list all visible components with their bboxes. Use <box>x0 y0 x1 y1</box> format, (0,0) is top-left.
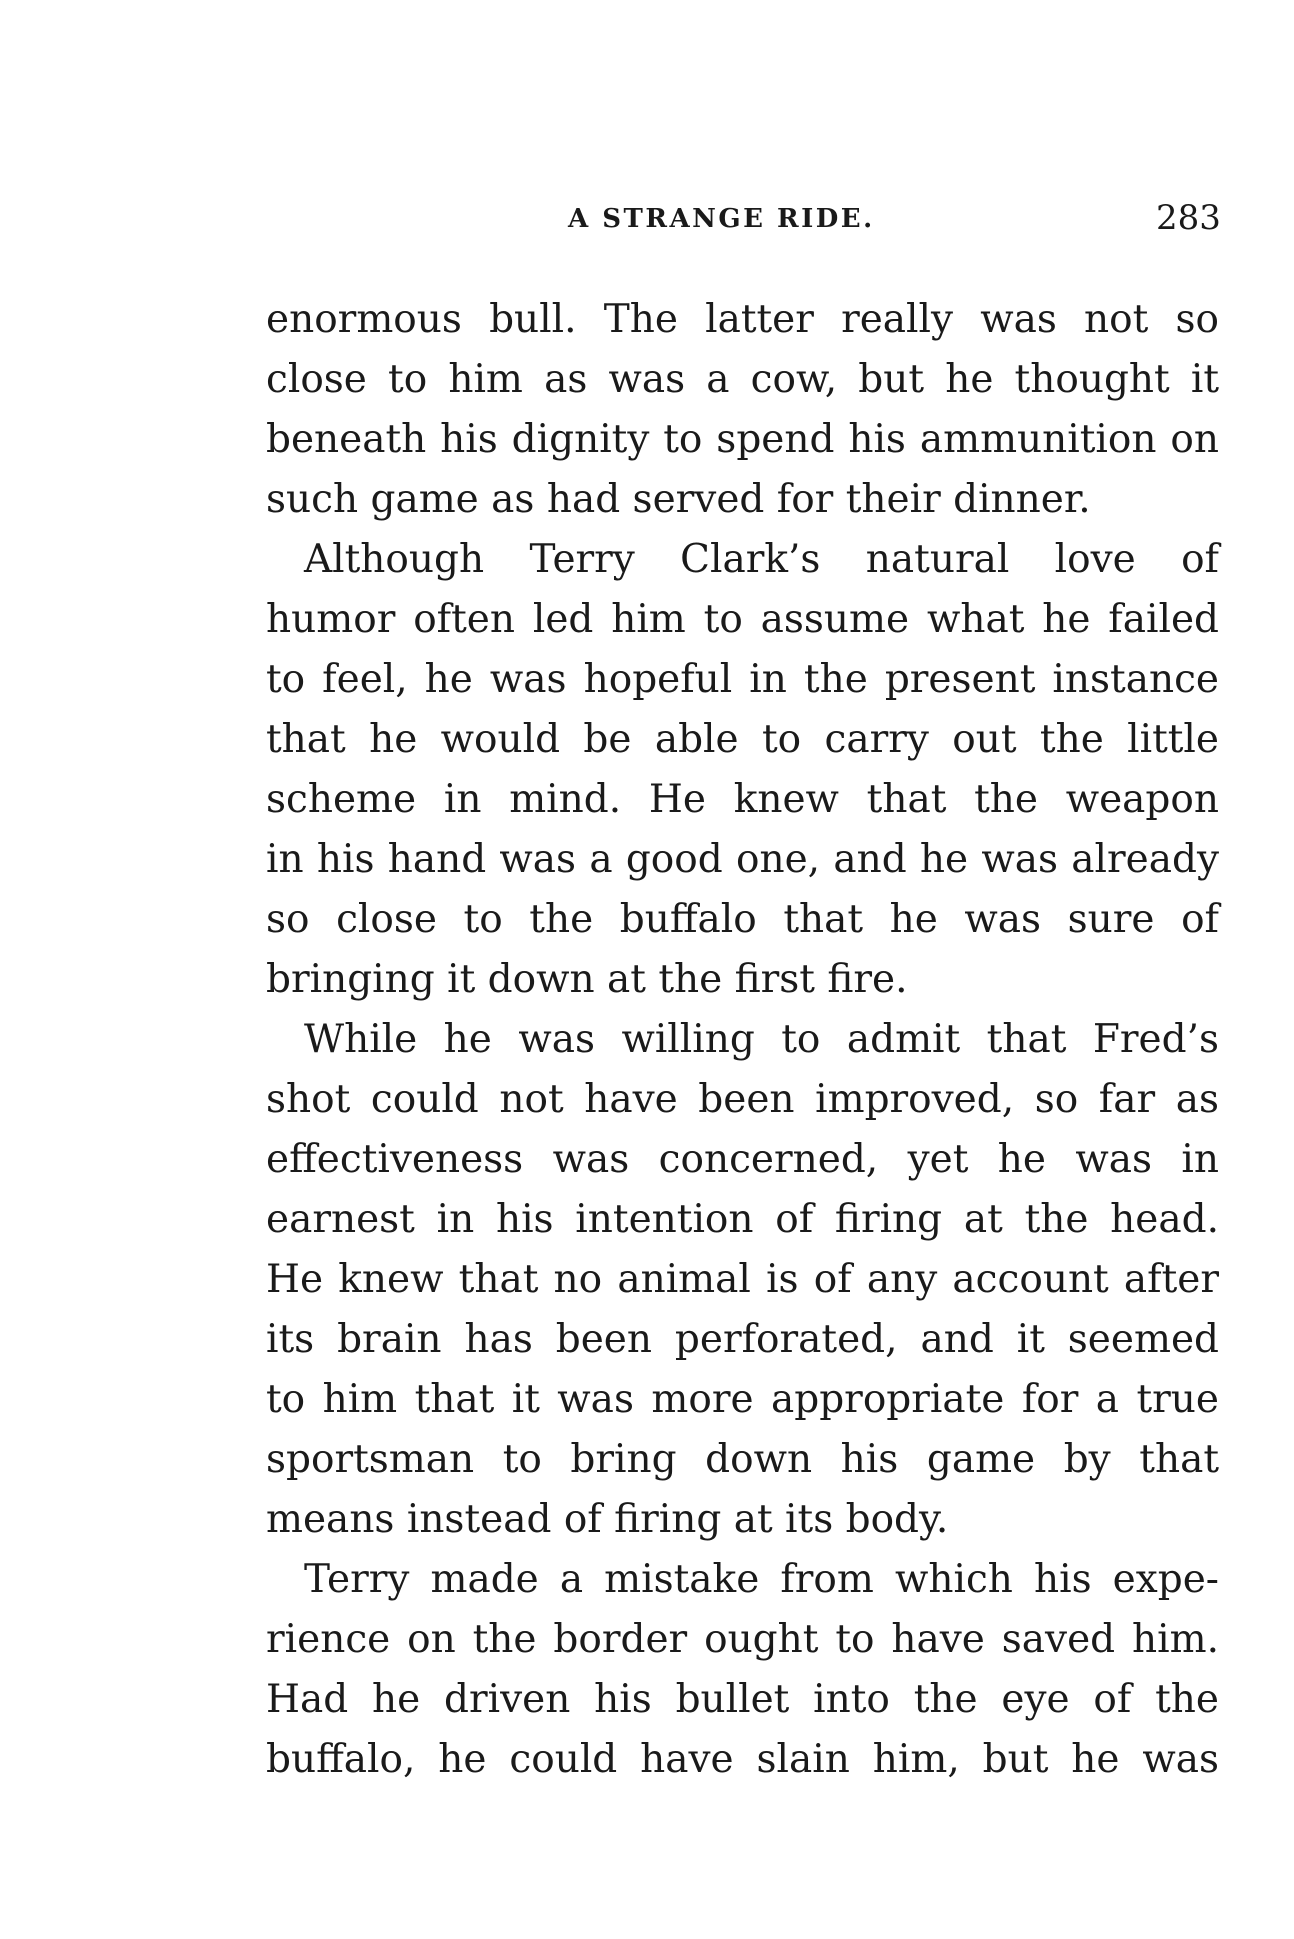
text-line: that he would be able to carry out the little <box>266 717 1219 762</box>
text-line: close to him as was a cow, but he thought it <box>266 357 1219 402</box>
text-line: earnest in his intention of firing at the head. <box>266 1197 1219 1242</box>
running-head <box>0 198 1294 248</box>
text-line: Although Terry Clark’s natural love of <box>304 537 1219 582</box>
text-line: rience on the border ought to have saved him. <box>266 1617 1219 1662</box>
text-line: shot could not have been improved, so far as <box>266 1077 1219 1122</box>
text-line: While he was willing to admit that Fred’s <box>304 1017 1219 1062</box>
text-line: so close to the buffalo that he was sure of <box>266 897 1219 942</box>
text-line: sportsman to bring down his game by that <box>266 1437 1219 1482</box>
text-line: bringing it down at the first fire. <box>266 957 908 1002</box>
text-line: in his hand was a good one, and he was already <box>266 837 1219 882</box>
text-line: its brain has been perforated, and it seemed <box>266 1317 1219 1362</box>
page-number: 283 <box>1156 198 1221 238</box>
text-line: means instead of firing at its body. <box>266 1497 949 1542</box>
text-line: He knew that no animal is of any account after <box>266 1257 1219 1302</box>
text-line: Terry made a mistake from which his expe- <box>304 1557 1219 1602</box>
body-text <box>266 290 1219 1790</box>
running-title: A STRANGE RIDE. <box>568 204 875 234</box>
text-line: to him that it was more appropriate for a true <box>266 1377 1219 1422</box>
text-line: beneath his dignity to spend his ammunition on <box>266 417 1219 462</box>
text-line: buffalo, he could have slain him, but he was <box>266 1737 1219 1782</box>
paragraph-1 <box>266 290 1219 530</box>
text-line: Had he driven his bullet into the eye of the <box>266 1677 1219 1722</box>
text-line: effectiveness was concerned, yet he was in <box>266 1137 1219 1182</box>
paragraph-3 <box>266 1010 1219 1550</box>
text-line: scheme in mind. He knew that the weapon <box>266 777 1219 822</box>
text-line: such game as had served for their dinner. <box>266 477 1091 522</box>
text-line: to feel, he was hopeful in the present instance <box>266 657 1219 702</box>
text-line: humor often led him to assume what he failed <box>266 597 1219 642</box>
text-line: enormous bull. The latter really was not so <box>266 297 1219 342</box>
paragraph-2 <box>266 530 1219 1010</box>
paragraph-4 <box>266 1550 1219 1790</box>
